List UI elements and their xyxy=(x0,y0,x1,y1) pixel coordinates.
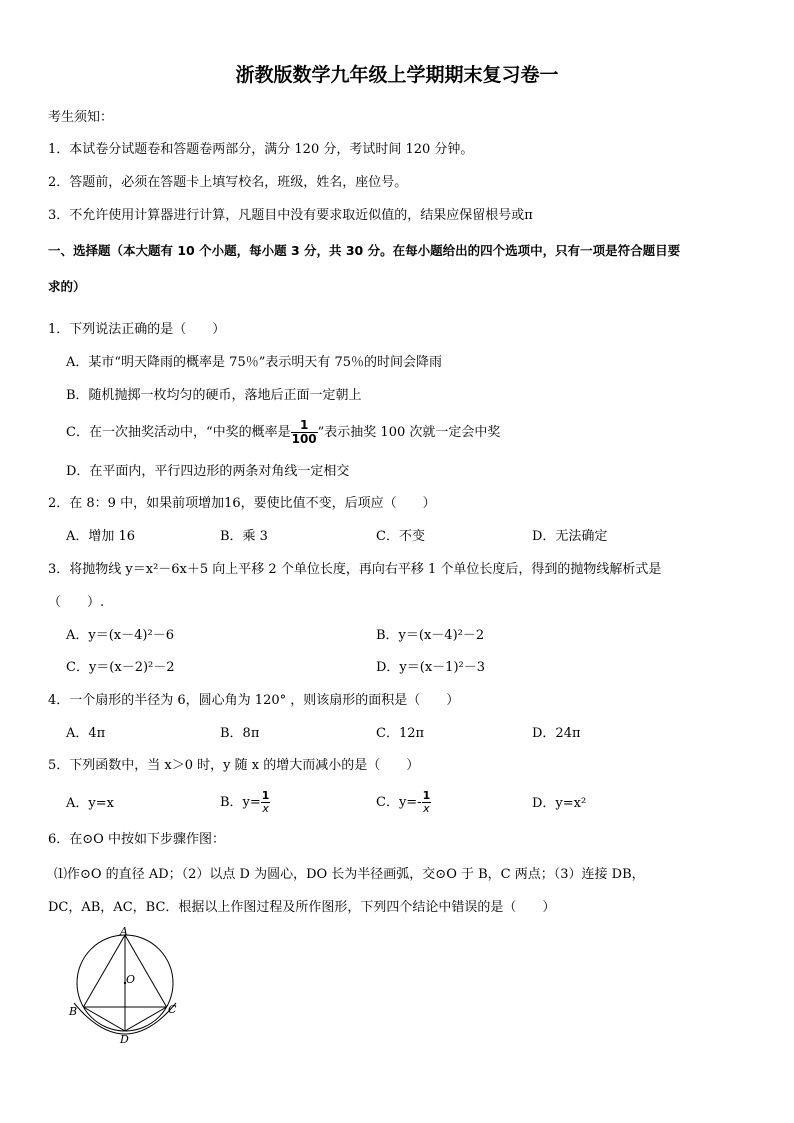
label-o: O xyxy=(126,973,136,986)
fraction xyxy=(422,790,432,815)
option-c xyxy=(66,417,500,449)
option-d: D．无法确定 xyxy=(532,529,608,544)
question-stem: 3．将抛物线 y＝x²－6x＋5 向上平移 2 个单位长度，再向右平移 1 个单位长度后，得到的抛物线解析式是 xyxy=(48,562,662,577)
fraction xyxy=(291,419,318,446)
option-a: A．4π xyxy=(66,726,106,741)
option-a: A．y=x xyxy=(66,796,114,811)
option-b: B．随机抛掷一枚均匀的硬币，落地后正面一定朝上 xyxy=(66,388,362,403)
notice-item: 1．本试卷分试题卷和答题卷两部分，满分 120 分，考试时间 120 分钟。 xyxy=(48,142,474,157)
option-b: B．乘 3 xyxy=(220,529,268,544)
section-heading: 一、选择题（本大题有 10 个小题，每小题 3 分，共 30 分。在每小题给出的四个选项中，只有一项是符合题目要 xyxy=(48,243,681,258)
fraction-denominator: x xyxy=(423,802,430,815)
option-a: A．y＝(x－4)²－6 xyxy=(66,628,174,643)
option-c-text: C．y=- xyxy=(376,795,422,810)
fraction-denominator: x xyxy=(262,802,269,815)
notice-item: 2．答题前，必须在答题卡上填写校名，班级，姓名，座位号。 xyxy=(48,175,408,190)
question-stem: 5．下列函数中，当 x＞0 时，y 随 x 的增大而减小的是（ ） xyxy=(48,758,420,773)
fraction-numerator: 1 xyxy=(291,419,318,433)
question-stem: 1．下列说法正确的是（ ） xyxy=(48,322,226,337)
option-b: B．y＝(x－4)²－2 xyxy=(376,628,485,643)
segment-ab xyxy=(83,935,125,1007)
label-d: D xyxy=(120,1033,129,1046)
label-c: C xyxy=(168,1003,177,1016)
fraction xyxy=(261,790,271,815)
question-stem-cont: （ ）. xyxy=(48,595,105,610)
question-step-line: ⑴作⊙O 的直径 AD；（2）以点 D 为圆心，DO 长为半径画弧，交⊙O 于 B，C 两点；（3）连接 DB， xyxy=(54,867,645,882)
section-heading-cont: 求的） xyxy=(48,279,86,294)
option-c xyxy=(376,786,431,820)
option-d: D．y＝(x－1)²－3 xyxy=(376,660,485,675)
option-c-text-post: ”表示抽奖 100 次就一定会中奖 xyxy=(317,425,501,440)
question-stem: 6．在⊙O 中按如下步骤作图： xyxy=(48,832,225,847)
fraction-numerator: 1 xyxy=(422,789,431,802)
fraction-denominator: 100 xyxy=(291,432,317,446)
option-c: C．y＝(x－2)²－2 xyxy=(66,660,175,675)
question-stem: 2．在 8：9 中，如果前项增加16，要使比值不变，后项应（ ） xyxy=(48,496,436,511)
question-stem: 4．一个扇形的半径为 6，圆心角为 120° ，则该扇形的面积是（ ） xyxy=(48,693,460,708)
option-a: A．增加 16 xyxy=(66,529,136,544)
option-d: D．24π xyxy=(532,726,581,741)
label-a: A xyxy=(120,925,128,938)
option-d: D．在平面内，平行四边形的两条对角线一定相交 xyxy=(66,464,350,479)
option-d: D．y=x² xyxy=(532,796,587,811)
geometry-figure xyxy=(60,925,190,1050)
option-c-text: C．在一次抽奖活动中，“中奖的概率是 xyxy=(66,425,291,440)
option-b-text: B．y= xyxy=(220,795,261,810)
page-title: 浙教版数学九年级上学期期末复习卷一 xyxy=(235,64,559,86)
question-step-line: DC，AB，AC，BC．根据以上作图过程及所作图形，下列四个结论中错误的是（ ） xyxy=(48,900,556,915)
option-b xyxy=(220,786,270,820)
label-b: B xyxy=(69,1005,78,1018)
option-c: C．12π xyxy=(376,726,425,741)
notice-heading: 考生须知： xyxy=(48,110,114,125)
option-b: B．8π xyxy=(220,726,260,741)
option-c: C．不变 xyxy=(376,529,425,544)
notice-item: 3．不允许使用计算器进行计算，凡题目中没有要求取近似值的，结果应保留根号或π xyxy=(48,208,533,223)
segment-ac xyxy=(125,935,167,1007)
fraction-numerator: 1 xyxy=(261,789,270,802)
option-a: A．某市“明天降雨的概率是 75％”表示明天有 75％的时间会降雨 xyxy=(66,355,443,370)
